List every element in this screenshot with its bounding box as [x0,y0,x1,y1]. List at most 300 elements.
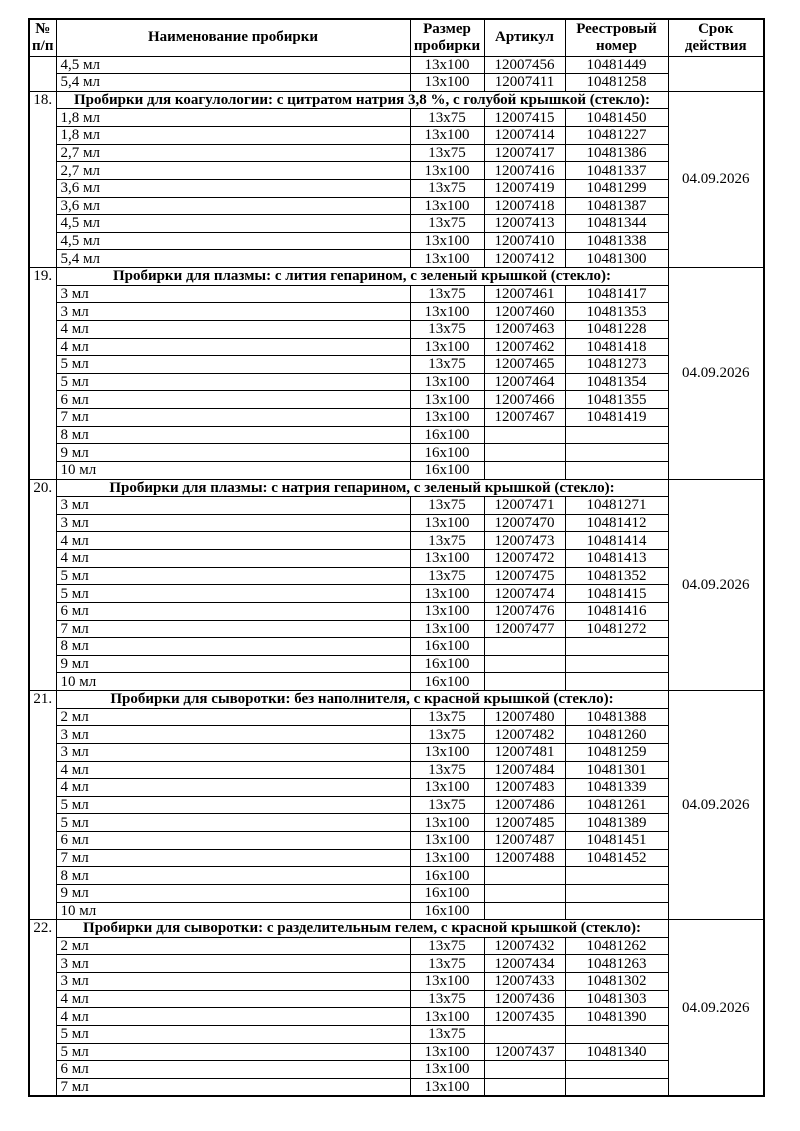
row-name-cell: 6 мл [56,391,410,409]
row-article-cell: 12007484 [484,761,565,779]
row-article-cell: 12007412 [484,250,565,268]
row-article-cell: 12007470 [484,514,565,532]
row-size-cell: 13x100 [410,250,484,268]
row-article-cell: 12007465 [484,356,565,374]
row-article-cell: 12007456 [484,56,565,74]
row-size-cell: 13x75 [410,109,484,127]
row-size-cell: 13x100 [410,550,484,568]
row-article-cell: 12007460 [484,303,565,321]
data-row [29,74,764,92]
row-size-cell: 13x75 [410,144,484,162]
row-size-cell: 13x75 [410,796,484,814]
row-name-cell: 5 мл [56,1025,410,1043]
row-size-cell: 13x100 [410,162,484,180]
data-row [29,444,764,462]
data-row [29,1025,764,1043]
row-registry-cell [565,638,668,656]
row-name-cell: 3 мл [56,726,410,744]
data-row [29,109,764,127]
data-row [29,602,764,620]
data-row [29,514,764,532]
row-article-cell [484,884,565,902]
row-registry-cell: 10481419 [565,409,668,427]
row-name-cell: 4,5 мл [56,56,410,74]
row-registry-cell: 10481300 [565,250,668,268]
row-article-cell [484,426,565,444]
row-size-cell: 13x100 [410,197,484,215]
row-size-cell: 16x100 [410,655,484,673]
row-registry-cell [565,673,668,691]
row-name-cell: 7 мл [56,409,410,427]
row-article-cell: 12007472 [484,550,565,568]
row-size-cell: 13x75 [410,708,484,726]
data-row [29,884,764,902]
row-name-cell: 4 мл [56,990,410,1008]
row-size-cell: 13x75 [410,990,484,1008]
row-article-cell: 12007462 [484,338,565,356]
row-registry-cell: 10481273 [565,356,668,374]
row-size-cell: 13x75 [410,1025,484,1043]
row-registry-cell: 10481227 [565,127,668,145]
row-registry-cell: 10481416 [565,602,668,620]
data-row [29,532,764,550]
row-article-cell: 12007410 [484,232,565,250]
row-article-cell: 12007488 [484,849,565,867]
row-name-cell: 3 мл [56,514,410,532]
row-registry-cell: 10481338 [565,232,668,250]
row-name-cell: 6 мл [56,1061,410,1079]
section-header-row [29,920,764,938]
row-article-cell: 12007433 [484,973,565,991]
row-name-cell: 3 мл [56,955,410,973]
section-number-cell: 20. [29,479,56,691]
row-registry-cell: 10481352 [565,567,668,585]
row-name-cell: 4,5 мл [56,232,410,250]
row-size-cell: 13x75 [410,955,484,973]
data-row [29,391,764,409]
row-name-cell: 8 мл [56,638,410,656]
row-registry-cell [565,1078,668,1096]
data-row [29,796,764,814]
row-article-cell: 12007475 [484,567,565,585]
data-row [29,232,764,250]
row-size-cell: 13x75 [410,567,484,585]
row-name-cell: 5 мл [56,585,410,603]
row-name-cell: 4,5 мл [56,215,410,233]
row-name-cell: 5 мл [56,356,410,374]
data-row [29,497,764,515]
data-row [29,743,764,761]
row-registry-cell [565,461,668,479]
row-name-cell: 5,4 мл [56,250,410,268]
row-article-cell: 12007463 [484,320,565,338]
row-name-cell: 10 мл [56,902,410,920]
row-size-cell: 16x100 [410,426,484,444]
row-registry-cell: 10481353 [565,303,668,321]
row-article-cell: 12007481 [484,743,565,761]
row-registry-cell: 10481388 [565,708,668,726]
row-article-cell: 12007436 [484,990,565,1008]
row-name-cell: 1,8 мл [56,109,410,127]
data-row [29,197,764,215]
data-row [29,303,764,321]
row-name-cell: 1,8 мл [56,127,410,145]
data-row [29,867,764,885]
row-registry-cell: 10481413 [565,550,668,568]
row-registry-cell: 10481271 [565,497,668,515]
row-article-cell: 12007434 [484,955,565,973]
column-header-registry: Реестровый номер [565,19,668,56]
row-size-cell: 13x75 [410,497,484,515]
row-size-cell: 13x75 [410,532,484,550]
data-row [29,726,764,744]
row-registry-cell: 10481354 [565,373,668,391]
data-row [29,162,764,180]
row-registry-cell: 10481301 [565,761,668,779]
row-article-cell: 12007477 [484,620,565,638]
data-row [29,973,764,991]
row-registry-cell: 10481299 [565,179,668,197]
data-row [29,990,764,1008]
row-name-cell: 4 мл [56,1008,410,1026]
row-size-cell: 13x75 [410,726,484,744]
data-row [29,1043,764,1061]
column-header-article: Артикул [484,19,565,56]
row-name-cell: 5 мл [56,796,410,814]
row-registry-cell: 10481417 [565,285,668,303]
data-row [29,426,764,444]
row-size-cell: 13x100 [410,56,484,74]
row-article-cell [484,673,565,691]
row-registry-cell: 10481450 [565,109,668,127]
row-article-cell: 12007415 [484,109,565,127]
row-registry-cell: 10481414 [565,532,668,550]
row-registry-cell: 10481452 [565,849,668,867]
row-article-cell [484,444,565,462]
row-size-cell: 13x100 [410,1008,484,1026]
row-size-cell: 13x100 [410,74,484,92]
row-article-cell: 12007461 [484,285,565,303]
row-registry-cell: 10481415 [565,585,668,603]
row-size-cell: 13x100 [410,1061,484,1079]
validity-cell: 04.09.2026 [668,479,764,691]
row-name-cell: 5,4 мл [56,74,410,92]
row-registry-cell: 10481390 [565,1008,668,1026]
row-size-cell: 13x100 [410,585,484,603]
row-article-cell [484,461,565,479]
row-size-cell: 13x100 [410,743,484,761]
row-article-cell [484,655,565,673]
row-registry-cell: 10481272 [565,620,668,638]
row-size-cell: 16x100 [410,902,484,920]
row-registry-cell [565,444,668,462]
row-registry-cell: 10481387 [565,197,668,215]
data-row [29,461,764,479]
row-article-cell: 12007418 [484,197,565,215]
row-name-cell: 2,7 мл [56,162,410,180]
column-header-num: № п/п [29,19,56,56]
row-article-cell: 12007464 [484,373,565,391]
data-row [29,127,764,145]
row-registry-cell: 10481340 [565,1043,668,1061]
row-name-cell: 9 мл [56,444,410,462]
row-size-cell: 13x100 [410,849,484,867]
section-title-cell: Пробирки для коагулологии: с цитратом натрия 3,8 %, с голубой крышкой (стекло): [56,91,668,109]
row-name-cell: 9 мл [56,655,410,673]
validity-cell: 04.09.2026 [668,691,764,920]
row-name-cell: 8 мл [56,867,410,885]
section-title-cell: Пробирки для сыворотки: с разделительным гелем, с красной крышкой (стекло): [56,920,668,938]
section-number-cell: 22. [29,920,56,1096]
section-header-row [29,91,764,109]
row-registry-cell: 10481412 [565,514,668,532]
data-row [29,585,764,603]
row-registry-cell: 10481344 [565,215,668,233]
row-article-cell: 12007487 [484,832,565,850]
data-row [29,1078,764,1096]
row-name-cell: 6 мл [56,602,410,620]
row-article-cell: 12007414 [484,127,565,145]
validity-cell [668,56,764,91]
row-article-cell: 12007476 [484,602,565,620]
row-article-cell: 12007413 [484,215,565,233]
row-article-cell [484,902,565,920]
row-name-cell: 2 мл [56,708,410,726]
column-header-size: Размер пробирки [410,19,484,56]
row-registry-cell [565,884,668,902]
row-registry-cell: 10481386 [565,144,668,162]
row-article-cell: 12007466 [484,391,565,409]
row-name-cell: 4 мл [56,761,410,779]
row-registry-cell: 10481259 [565,743,668,761]
row-size-cell: 13x100 [410,409,484,427]
data-row [29,638,764,656]
row-name-cell: 3,6 мл [56,197,410,215]
row-article-cell: 12007417 [484,144,565,162]
row-registry-cell: 10481258 [565,74,668,92]
data-row [29,673,764,691]
row-registry-cell: 10481337 [565,162,668,180]
row-article-cell: 12007416 [484,162,565,180]
row-size-cell: 13x75 [410,285,484,303]
row-size-cell: 13x75 [410,937,484,955]
row-registry-cell: 10481449 [565,56,668,74]
row-article-cell: 12007480 [484,708,565,726]
data-row [29,708,764,726]
section-header-row [29,479,764,497]
row-size-cell: 13x100 [410,514,484,532]
row-size-cell: 13x100 [410,1043,484,1061]
row-name-cell: 7 мл [56,849,410,867]
section-title-cell: Пробирки для плазмы: с натрия гепарином, с зеленый крышкой (стекло): [56,479,668,497]
row-size-cell: 13x75 [410,356,484,374]
row-article-cell: 12007473 [484,532,565,550]
row-name-cell: 5 мл [56,567,410,585]
section-header-row [29,691,764,709]
row-size-cell: 13x75 [410,320,484,338]
row-name-cell: 4 мл [56,550,410,568]
column-header-name: Наименование пробирки [56,19,410,56]
row-size-cell: 13x100 [410,602,484,620]
row-registry-cell: 10481228 [565,320,668,338]
section-title-cell: Пробирки для плазмы: с лития гепарином, с зеленый крышкой (стекло): [56,268,668,286]
row-size-cell: 13x100 [410,973,484,991]
row-size-cell: 13x100 [410,814,484,832]
table-header [29,19,764,56]
row-size-cell: 13x100 [410,373,484,391]
row-size-cell: 16x100 [410,673,484,691]
row-name-cell: 8 мл [56,426,410,444]
data-row [29,409,764,427]
row-size-cell: 16x100 [410,867,484,885]
row-size-cell: 13x75 [410,179,484,197]
row-name-cell: 10 мл [56,673,410,691]
row-name-cell: 5 мл [56,814,410,832]
row-name-cell: 3 мл [56,497,410,515]
data-row [29,761,764,779]
row-size-cell: 13x75 [410,761,484,779]
row-article-cell: 12007471 [484,497,565,515]
row-size-cell: 16x100 [410,444,484,462]
data-row [29,655,764,673]
row-size-cell: 16x100 [410,638,484,656]
product-table [28,18,765,1097]
row-registry-cell: 10481418 [565,338,668,356]
row-registry-cell: 10481261 [565,796,668,814]
row-size-cell: 13x75 [410,215,484,233]
data-row [29,1008,764,1026]
row-article-cell [484,1061,565,1079]
row-registry-cell: 10481339 [565,779,668,797]
row-registry-cell [565,902,668,920]
row-name-cell: 4 мл [56,338,410,356]
row-article-cell: 12007474 [484,585,565,603]
data-row [29,779,764,797]
row-name-cell: 3,6 мл [56,179,410,197]
row-name-cell: 5 мл [56,1043,410,1061]
data-row [29,373,764,391]
section-number-cell [29,56,56,91]
row-name-cell: 10 мл [56,461,410,479]
data-row [29,814,764,832]
row-article-cell: 12007486 [484,796,565,814]
data-row [29,1061,764,1079]
row-size-cell: 16x100 [410,461,484,479]
data-row [29,567,764,585]
data-row [29,937,764,955]
row-size-cell: 13x100 [410,620,484,638]
section-header-row [29,268,764,286]
data-row [29,215,764,233]
row-size-cell: 13x100 [410,832,484,850]
row-registry-cell [565,1061,668,1079]
row-registry-cell: 10481260 [565,726,668,744]
row-name-cell: 2,7 мл [56,144,410,162]
data-row [29,620,764,638]
data-row [29,250,764,268]
row-size-cell: 13x100 [410,232,484,250]
row-size-cell: 13x100 [410,303,484,321]
row-article-cell: 12007483 [484,779,565,797]
row-article-cell [484,867,565,885]
row-name-cell: 6 мл [56,832,410,850]
row-article-cell [484,638,565,656]
data-row [29,56,764,74]
data-row [29,338,764,356]
row-article-cell: 12007432 [484,937,565,955]
row-size-cell: 13x100 [410,779,484,797]
row-name-cell: 3 мл [56,303,410,321]
data-row [29,832,764,850]
row-size-cell: 13x100 [410,338,484,356]
row-registry-cell: 10481263 [565,955,668,973]
row-registry-cell: 10481355 [565,391,668,409]
data-row [29,849,764,867]
section-number-cell: 21. [29,691,56,920]
data-row [29,902,764,920]
data-row [29,320,764,338]
section-title-cell: Пробирки для сыворотки: без наполнителя, с красной крышкой (стекло): [56,691,668,709]
row-name-cell: 3 мл [56,285,410,303]
row-name-cell: 2 мл [56,937,410,955]
data-row [29,179,764,197]
validity-cell: 04.09.2026 [668,268,764,480]
row-name-cell: 3 мл [56,973,410,991]
row-size-cell: 13x100 [410,391,484,409]
row-size-cell: 13x100 [410,127,484,145]
row-registry-cell [565,867,668,885]
data-row [29,356,764,374]
data-row [29,285,764,303]
row-name-cell: 7 мл [56,620,410,638]
section-number-cell: 18. [29,91,56,267]
row-registry-cell: 10481302 [565,973,668,991]
validity-cell: 04.09.2026 [668,920,764,1096]
row-registry-cell [565,426,668,444]
row-name-cell: 5 мл [56,373,410,391]
row-registry-cell [565,1025,668,1043]
row-article-cell: 12007419 [484,179,565,197]
row-article-cell: 12007437 [484,1043,565,1061]
row-registry-cell: 10481303 [565,990,668,1008]
row-size-cell: 13x100 [410,1078,484,1096]
row-size-cell: 16x100 [410,884,484,902]
table-body [29,56,764,1096]
row-name-cell: 4 мл [56,779,410,797]
data-row [29,955,764,973]
row-registry-cell: 10481389 [565,814,668,832]
row-name-cell: 7 мл [56,1078,410,1096]
row-name-cell: 4 мл [56,532,410,550]
row-article-cell: 12007482 [484,726,565,744]
data-row [29,144,764,162]
row-article-cell: 12007435 [484,1008,565,1026]
row-name-cell: 4 мл [56,320,410,338]
validity-cell: 04.09.2026 [668,91,764,267]
row-registry-cell: 10481451 [565,832,668,850]
row-name-cell: 9 мл [56,884,410,902]
header-row [29,19,764,56]
row-name-cell: 3 мл [56,743,410,761]
row-article-cell: 12007411 [484,74,565,92]
section-number-cell: 19. [29,268,56,480]
row-article-cell: 12007485 [484,814,565,832]
row-article-cell [484,1078,565,1096]
row-article-cell: 12007467 [484,409,565,427]
data-row [29,550,764,568]
row-article-cell [484,1025,565,1043]
row-registry-cell: 10481262 [565,937,668,955]
